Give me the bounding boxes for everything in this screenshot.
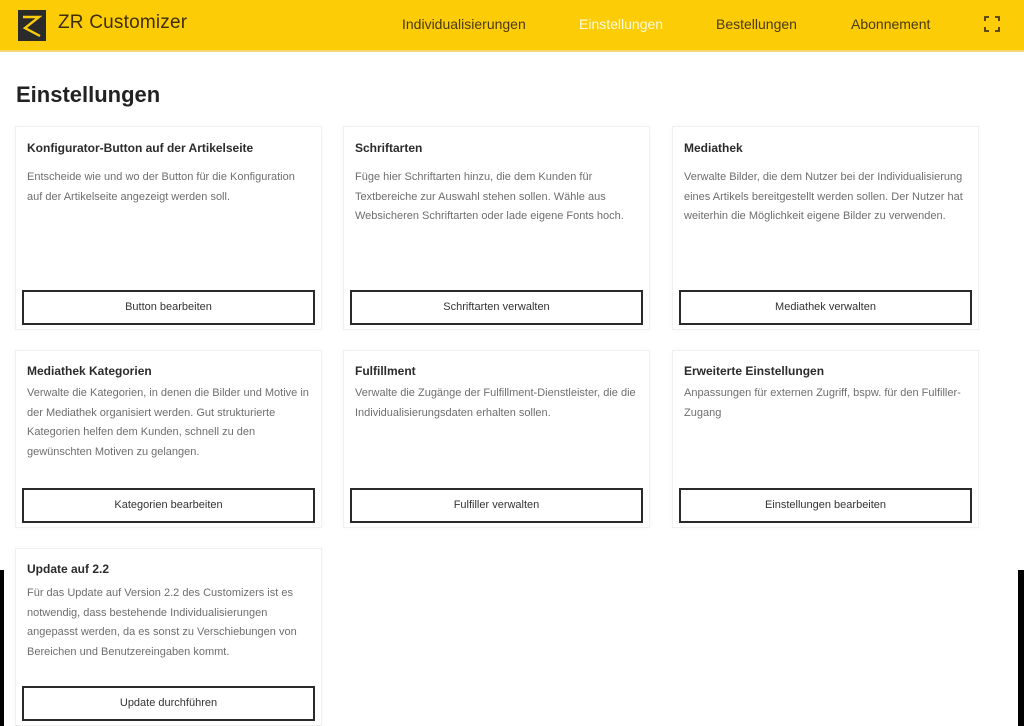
card-description: Füge hier Schriftarten hinzu, die dem Kunden für Textbereiche zur Auswahl stehen sollen. Wähle aus Websicheren Schriftarten oder lade eigene Fonts hoch.: [355, 171, 624, 223]
manage-fulfillers-button[interactable]: Fulfiller verwalten: [350, 488, 643, 523]
top-navigation-bar: [0, 0, 1024, 52]
card-title: Konfigurator-Button auf der Artikelseite: [27, 141, 254, 155]
settings-card-update: [15, 548, 322, 726]
run-update-button[interactable]: Update durchführen: [22, 686, 315, 721]
settings-card-konfigurator-button: [15, 126, 322, 330]
main-nav: [0, 16, 1024, 36]
card-description: Verwalte die Zugänge der Fulfillment-Dienstleister, die die Individualisierungsdaten erhalten sollen.: [355, 387, 636, 419]
card-title: Mediathek Kategorien: [27, 364, 152, 378]
card-title: Erweiterte Einstellungen: [684, 364, 825, 378]
window-edge-left: [0, 570, 4, 726]
edit-button-button[interactable]: Button bearbeiten: [22, 290, 315, 325]
window-edge-right: [1018, 570, 1024, 726]
card-title: Schriftarten: [355, 141, 423, 155]
manage-media-library-button[interactable]: Mediathek verwalten: [679, 290, 972, 325]
edit-categories-button[interactable]: Kategorien bearbeiten: [22, 488, 315, 523]
card-description: Verwalte die Kategorien, in denen die Bilder und Motive in der Mediathek organisiert werden. Gut strukturierte Kategorien helfen dem Kunden, schnell zu den gewünschten Motiven zu gelangen.: [27, 387, 309, 458]
nav-item-einstellungen[interactable]: Einstellungen: [579, 16, 664, 32]
settings-card-schriftarten: [343, 126, 650, 330]
settings-card-mediathek: [672, 126, 979, 330]
card-description: Verwalte Bilder, die dem Nutzer bei der Individualisierung eines Artikels bereitgestellt werden sollen. Der Nutzer hat weiterhin die Möglichkeit eigene Bilder zu verwenden.: [684, 171, 963, 223]
app-title[interactable]: ZR Customizer: [58, 12, 188, 33]
card-description: Entscheide wie und wo der Button für die Konfiguration auf der Artikelseite angezeigt werden soll.: [27, 171, 295, 203]
nav-item-bestellungen[interactable]: Bestellungen: [716, 16, 797, 32]
settings-card-erweiterte-einstellungen: [672, 350, 979, 528]
nav-item-abonnement[interactable]: Abonnement: [851, 16, 931, 32]
card-description: Für das Update auf Version 2.2 des Customizers ist es notwendig, dass bestehende Individualisierungen angepasst werden, da es sonst zu Verschiebungen von Bereichen und Benutzereingaben kommt.: [27, 587, 297, 658]
card-title: Mediathek: [684, 141, 743, 155]
manage-fonts-button[interactable]: Schriftarten verwalten: [350, 290, 643, 325]
settings-card-fulfillment: [343, 350, 650, 528]
settings-card-mediathek-kategorien: [15, 350, 322, 528]
card-title: Update auf 2.2: [27, 562, 110, 576]
fullscreen-icon[interactable]: [984, 16, 1000, 32]
edit-settings-button[interactable]: Einstellungen bearbeiten: [679, 488, 972, 523]
card-description: Anpassungen für externen Zugriff, bspw. für den Fulfiller-Zugang: [684, 387, 961, 419]
card-title: Fulfillment: [355, 364, 416, 378]
nav-item-individualisierungen[interactable]: Individualisierungen: [402, 16, 526, 32]
page-title: Einstellungen: [16, 82, 161, 107]
